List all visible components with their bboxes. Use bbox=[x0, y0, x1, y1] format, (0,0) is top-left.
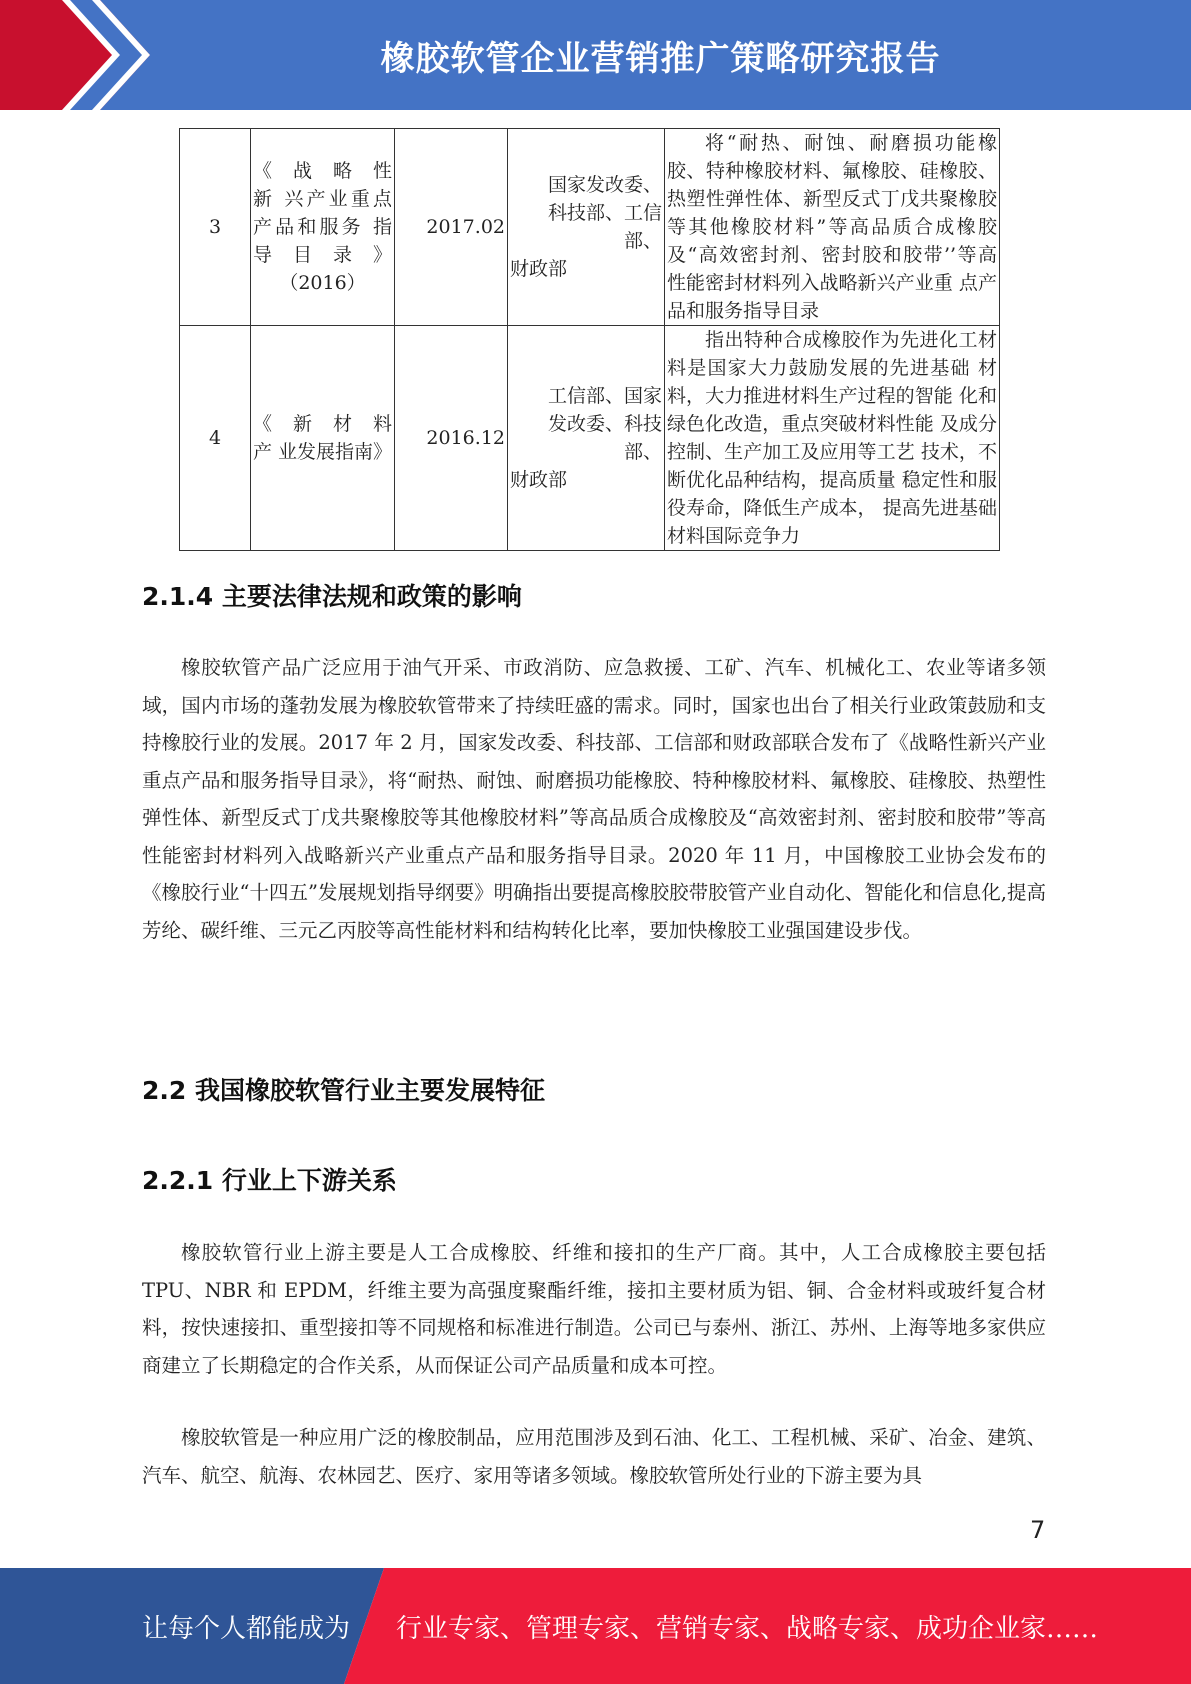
issue-date: 2016.12 bbox=[395, 326, 508, 551]
header-arrow-decoration bbox=[0, 0, 150, 110]
paragraph-policy-impact: 橡胶软管产品广泛应用于油气开采、市政消防、应急救援、工矿、汽车、机械化工、农业等诸多领域，国内市场的蓬勃发展为橡胶软管带来了持续旺盛的需求。同时，国家也出台了相关行业政策鼓励和支持橡胶行业的发展。2017 年 2 月，国家发改委、科技部、工信部和财政部联合发布了《战略性新兴产业重点产品和服务指导目录》，将“耐热、耐蚀、耐磨损功能橡胶、特种橡胶材料、氟橡胶、硅橡胶、热塑性弹性体、新型反式丁戊共聚橡胶等其他橡胶材料”等高品质合成橡胶及“高效密封剂、密封胶和胶带”等高性能密封材料列入战略新兴产业重点产品和服务指导目录。2020 年 11 月，中国橡胶工业协会发布的《橡胶行业“十四五”发展规划指导纲要》明确指出要提高橡胶胶带胶管产业自动化、智能化和信息化,提高芳纶、碳纤维、三元乙丙胶等高性能材料和结构转化比率，要加快橡胶工业强国建设步伐。 bbox=[142, 656, 1046, 942]
policy-name: 《新材料 产 业发展指南》 bbox=[251, 326, 395, 551]
table-row bbox=[180, 129, 1000, 326]
policy-content: 指出特种合成橡胶作为先进化工材料是国家大力鼓励发展的先进基础 材料，大力推进材料生产过程的智能 化和绿色化改造，重点突破材料性能 及成分控制、生产加工及应用等工艺 技术，不断优化品种结构，提高质量 稳定性和服役寿命，降低生产成本， 提高先进基础材料国际竞争力 bbox=[665, 326, 1000, 551]
row-number: 4 bbox=[180, 326, 251, 551]
policy-name: 《战略性 新 兴产业重点 产品和服务 指 导目录》 （2016） bbox=[251, 129, 395, 326]
report-title: 橡胶软管企业营销推广策略研究报告 bbox=[380, 38, 941, 79]
page-number: 7 bbox=[1030, 1516, 1046, 1544]
issuing-org: 国家发改委、 科技部、工信 部、 财政部 bbox=[508, 129, 665, 326]
section-heading-2-2-1: 2.2.1 行业上下游关系 bbox=[142, 1166, 397, 1195]
footer-slogan-left: 让每个人都能成为 bbox=[142, 1613, 351, 1644]
paragraph-upstream: 橡胶软管行业上游主要是人工合成橡胶、纤维和接扣的生产厂商。其中，人工合成橡胶主要包括 TPU、NBR 和 EPDM，纤维主要为高强度聚酯纤维，接扣主要材质为铝、铜、合金材料或玻纤复合材料，按快速接扣、重型接扣等不同规格和标准进行制造。公司已与泰州、浙江、苏州、上海等地多家供应商建立了长期稳定的合作关系，从而保证公司产品质量和成本可控。 bbox=[142, 1241, 1046, 1377]
row-number: 3 bbox=[180, 129, 251, 326]
section-heading-2-2: 2.2 我国橡胶软管行业主要发展特征 bbox=[142, 1076, 545, 1105]
issuing-org: 工信部、国家 发改委、科技 部、 财政部 bbox=[508, 326, 665, 551]
policy-table bbox=[179, 128, 1000, 551]
paragraph-downstream: 橡胶软管是一种应用广泛的橡胶制品，应用范围涉及到石油、化工、工程机械、采矿、冶金、建筑、汽车、航空、航海、农林园艺、医疗、家用等诸多领域。橡胶软管所处行业的下游主要为具 bbox=[142, 1426, 1046, 1487]
policy-content: 将“耐热、耐蚀、耐磨损功能橡胶、特种橡胶材料、氟橡胶、硅橡胶、热塑性弹性体、新型反式丁戊共聚橡胶等其他橡胶材料”等高品质合成橡胶 及“高效密封剂、密封胶和胶带’’等高 性能密封材料列入战略新兴产业重 点产品和服务指导目录 bbox=[665, 129, 1000, 326]
footer-slogan-right: 行业专家、管理专家、营销专家、战略专家、成功企业家…… bbox=[396, 1613, 1099, 1644]
page-footer bbox=[0, 1568, 1191, 1684]
table-row bbox=[180, 326, 1000, 551]
issue-date: 2017.02 bbox=[395, 129, 508, 326]
section-heading-2-1-4: 2.1.4 主要法律法规和政策的影响 bbox=[142, 582, 522, 611]
page-header bbox=[0, 0, 1191, 110]
